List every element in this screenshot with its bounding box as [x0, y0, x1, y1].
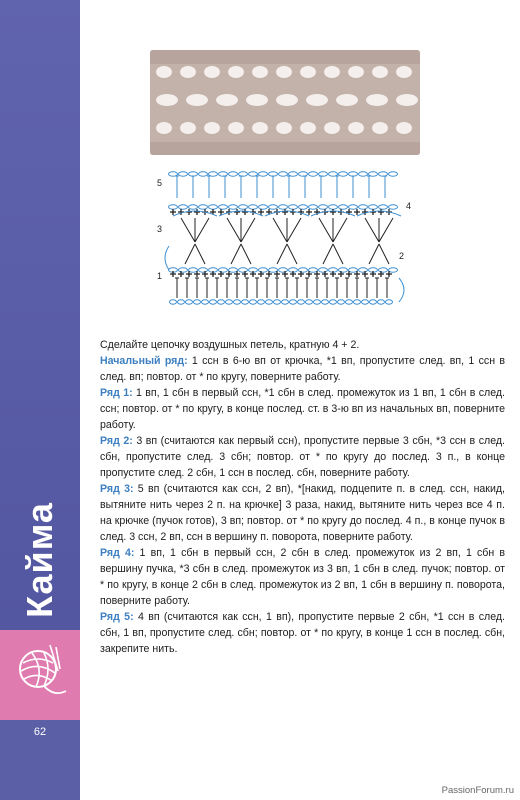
- row-label: Ряд 4:: [100, 547, 135, 559]
- crochet-chart: [155, 162, 415, 312]
- watermark: PassionForum.ru: [441, 785, 514, 796]
- double-crochet: [235, 278, 239, 298]
- chain-stitch: [178, 300, 185, 304]
- chain-stitch: [258, 300, 265, 304]
- chain-stitch: [339, 172, 348, 176]
- single-crochet: [306, 209, 312, 215]
- fan-stitch: [369, 244, 389, 264]
- sidebar: [0, 0, 80, 800]
- swatch-hole: [180, 122, 196, 134]
- swatch-hole: [300, 122, 316, 134]
- chain-stitch: [202, 300, 209, 304]
- chain-stitch: [194, 300, 201, 304]
- swatch-hole: [396, 66, 412, 78]
- chain-stitch: [389, 268, 398, 272]
- chain-stitch: [229, 205, 238, 209]
- instruction-row: [100, 609, 505, 657]
- chain-stitch: [169, 205, 178, 209]
- intro-text: Сделайте цепочку воздушных петель, кратную 4 + 2.: [100, 339, 360, 351]
- swatch-hole: [396, 122, 412, 134]
- double-crochet: [223, 176, 227, 198]
- row-number-1: 1: [157, 271, 163, 281]
- row-number-4: 4: [406, 201, 412, 211]
- chain-stitch: [339, 205, 348, 209]
- chain-stitch: [210, 300, 217, 304]
- single-crochet: [378, 209, 384, 215]
- chain-stitch: [259, 172, 268, 176]
- chain-stitch: [274, 300, 281, 304]
- row-text: 3 вп (считаются как первый ссн), пропустите первые 3 сбн, *3 ссн в след. сбн, пропустите след. 3 сбн; повтор. от * по кругу до послед. 3 п., в конце пропустите след. 2 сбн, 1 ссн в послед. сбн, поверните работу.: [100, 435, 505, 479]
- chain-stitch: [322, 300, 329, 304]
- chain-stitch: [359, 205, 368, 209]
- double-crochet: [255, 176, 259, 198]
- row-text: 1 вп, 1 сбн в первый ссн, 2 сбн в след. промежуток из 2 вп, 1 сбн в вершину пучка, *3 сбн в след. промежуток из 3 вп, 1 сбн в след. пучок; повтор. от * по кругу, в конце 2 сбн в след. промежуток из 2 вп, 1 сбн в вершину п. поворота, поверните работу.: [100, 547, 505, 607]
- chain-stitch: [209, 205, 218, 209]
- turning-chain: [399, 278, 404, 302]
- double-crochet: [175, 278, 179, 298]
- row-label: Ряд 3:: [100, 483, 134, 495]
- swatch-hole: [336, 94, 358, 106]
- swatch-hole: [372, 122, 388, 134]
- swatch-hole: [156, 122, 172, 134]
- swatch-hole: [300, 66, 316, 78]
- swatch-hole: [204, 66, 220, 78]
- chain-stitch: [309, 205, 318, 209]
- swatch-hole: [252, 122, 268, 134]
- double-crochet: [303, 176, 307, 198]
- row-number-2: 2: [399, 251, 405, 261]
- chain-stitch: [298, 300, 305, 304]
- double-crochet: [287, 176, 291, 198]
- cluster: [365, 218, 393, 242]
- double-crochet: [185, 278, 189, 298]
- single-crochet: [330, 209, 336, 215]
- chain-stitch: [218, 300, 225, 304]
- swatch-hole: [216, 94, 238, 106]
- single-crochet: [170, 209, 176, 215]
- yarn-ball-icon: [14, 645, 68, 705]
- chain-stitch: [338, 300, 345, 304]
- chain-stitch: [349, 268, 358, 272]
- double-crochet: [367, 176, 371, 198]
- double-crochet: [239, 176, 243, 198]
- single-crochet: [234, 209, 240, 215]
- chain-stitch: [379, 205, 388, 209]
- chain-stitch: [379, 268, 388, 272]
- double-crochet: [225, 278, 229, 298]
- chain-stitch: [259, 205, 268, 209]
- chain-stitch: [386, 300, 393, 304]
- chain-stitch: [259, 268, 268, 272]
- chain-stitch: [339, 268, 348, 272]
- double-crochet: [245, 278, 249, 298]
- chain-stitch: [266, 300, 273, 304]
- double-crochet: [285, 278, 289, 298]
- chain-stitch: [389, 172, 398, 176]
- row-number-5: 5: [157, 178, 163, 188]
- chain-stitch: [226, 300, 233, 304]
- chain-stitch: [239, 205, 248, 209]
- chain-stitch: [289, 205, 298, 209]
- row-number-3: 3: [157, 224, 163, 234]
- chain-stitch: [330, 300, 337, 304]
- chain-stitch: [249, 205, 258, 209]
- double-crochet: [345, 278, 349, 298]
- chain-stitch: [279, 172, 288, 176]
- double-crochet: [305, 278, 309, 298]
- swatch-hole: [252, 66, 268, 78]
- chain-stitch: [189, 205, 198, 209]
- swatch-hole: [228, 122, 244, 134]
- double-crochet: [385, 278, 389, 298]
- chain-stitch: [189, 268, 198, 272]
- chain-stitch: [282, 300, 289, 304]
- swatch-hole: [372, 66, 388, 78]
- row-label: Ряд 5:: [100, 611, 134, 623]
- chain-stitch: [219, 205, 228, 209]
- chain-stitch: [179, 268, 188, 272]
- swatch-hole: [276, 66, 292, 78]
- swatch-hole: [324, 122, 340, 134]
- row-label: Ряд 2:: [100, 435, 133, 447]
- double-crochet: [205, 278, 209, 298]
- swatch-hole: [396, 94, 418, 106]
- fan-stitch: [185, 244, 205, 264]
- chain-stitch: [250, 300, 257, 304]
- cluster: [273, 218, 301, 242]
- double-crochet: [335, 278, 339, 298]
- chain-stitch: [314, 300, 321, 304]
- chain-stitch: [199, 172, 208, 176]
- double-crochet: [295, 278, 299, 298]
- single-crochet: [242, 209, 248, 215]
- instruction-row: [100, 385, 505, 433]
- chain-stitch: [242, 300, 249, 304]
- instruction-row: [100, 433, 505, 481]
- chain-stitch: [239, 268, 248, 272]
- swatch-hole: [186, 94, 208, 106]
- fan-stitch: [323, 244, 343, 264]
- crochet-swatch-photo: [150, 50, 420, 155]
- chart-symbols: [165, 172, 404, 304]
- chain-stitch: [299, 268, 308, 272]
- instruction-row: [100, 353, 505, 385]
- fan-stitch: [277, 244, 297, 264]
- chain-stitch: [389, 205, 398, 209]
- chain-stitch: [370, 300, 377, 304]
- chain-stitch: [279, 268, 288, 272]
- chain-stitch: [359, 268, 368, 272]
- chain-stitch: [199, 205, 208, 209]
- sidebar-title: [4, 500, 76, 620]
- row-label: Начальный ряд:: [100, 355, 188, 367]
- double-crochet: [275, 278, 279, 298]
- single-crochet: [354, 209, 360, 215]
- chain-stitch: [319, 268, 328, 272]
- double-crochet: [375, 278, 379, 298]
- chain-stitch: [229, 172, 238, 176]
- double-crochet: [335, 176, 339, 198]
- chain-stitch: [179, 172, 188, 176]
- double-crochet: [255, 278, 259, 298]
- swatch-hole: [228, 66, 244, 78]
- double-crochet: [315, 278, 319, 298]
- chain-stitch: [309, 268, 318, 272]
- turning-chain: [165, 246, 169, 270]
- swatch-hole: [204, 122, 220, 134]
- swatch-hole: [324, 66, 340, 78]
- chain-stitch: [309, 172, 318, 176]
- swatch-hole: [276, 122, 292, 134]
- swatch-hole: [180, 66, 196, 78]
- chain-arc: [219, 211, 263, 216]
- chain-stitch: [179, 205, 188, 209]
- swatch-hole: [246, 94, 268, 106]
- chain-stitch: [378, 300, 385, 304]
- swatch-hole: [348, 122, 364, 134]
- chain-stitch: [299, 205, 308, 209]
- chain-stitch: [279, 205, 288, 209]
- chain-stitch: [362, 300, 369, 304]
- chain-stitch: [234, 300, 241, 304]
- swatch-texture: [150, 50, 420, 155]
- double-crochet: [215, 278, 219, 298]
- chain-stitch: [306, 300, 313, 304]
- double-crochet: [195, 278, 199, 298]
- fan-stitch: [231, 244, 251, 264]
- cluster: [319, 218, 347, 242]
- row-text: 1 ссн в 6-ю вп от крючка, *1 вп, пропустите след. вп, 1 ссн в след. вп; повтор. от * по кругу, поверните работу.: [100, 355, 506, 383]
- swatch-hole: [156, 94, 178, 106]
- row-text: 4 вп (считаются как ссн, 1 вп), пропустите первые 2 сбн, *1 ссн в след. сбн, 1 вп, пропустите след. сбн; повтор. от * по кругу, в конце 1 ссн в послед. сбн, закрепите нить.: [100, 611, 505, 655]
- swatch-hole: [366, 94, 388, 106]
- chain-stitch: [329, 205, 338, 209]
- double-crochet: [265, 278, 269, 298]
- single-crochet: [194, 209, 200, 215]
- row-text: 1 вп, 1 сбн в первый ссн, *1 сбн в след. промежуток из 1 вп, 1 сбн в след. ссн; повтор. от * по кругу, в конце послед. ст. в 3-ю вп из начальных вп, поверните работу.: [100, 387, 505, 431]
- double-crochet: [365, 278, 369, 298]
- instruction-row: [100, 481, 505, 545]
- double-crochet: [175, 176, 179, 198]
- double-crochet: [325, 278, 329, 298]
- double-crochet: [319, 176, 323, 198]
- chain-stitch: [269, 205, 278, 209]
- swatch-hole: [276, 94, 298, 106]
- cluster: [227, 218, 255, 242]
- row-label: Ряд 1:: [100, 387, 133, 399]
- double-crochet: [383, 176, 387, 198]
- page-number: 62: [33, 726, 47, 738]
- instruction-row: [100, 545, 505, 609]
- chain-stitch: [290, 300, 297, 304]
- double-crochet: [207, 176, 211, 198]
- double-crochet: [355, 278, 359, 298]
- swatch-hole: [306, 94, 328, 106]
- swatch-hole: [156, 66, 172, 78]
- chain-stitch: [186, 300, 193, 304]
- chain-stitch: [354, 300, 361, 304]
- section-title: Кайма: [19, 502, 60, 618]
- chain-stitch: [199, 268, 208, 272]
- double-crochet: [271, 176, 275, 198]
- single-crochet: [282, 209, 288, 215]
- row-text: 5 вп (считаются как ссн, 2 вп), *[накид, подцепите п. в след. ссн, накид, вытяните нить через 2 п. на крючке] 3 раза, накид, вытяните нить через все 4 п. на крючке (пучок готов), 3 вп; повтор. от * по кругу до послед. 4 п., в конце пучок в след. 3 ссн, 2 вп, ссн в вершину п. поворота, поверните работу.: [100, 483, 505, 543]
- swatch-hole: [348, 66, 364, 78]
- chain-stitch: [349, 205, 358, 209]
- cluster: [181, 218, 209, 242]
- double-crochet: [351, 176, 355, 198]
- chain-stitch: [170, 300, 177, 304]
- chain-stitch: [319, 205, 328, 209]
- chain-stitch: [219, 268, 228, 272]
- chain-stitch: [346, 300, 353, 304]
- chain-stitch: [359, 172, 368, 176]
- double-crochet: [191, 176, 195, 198]
- instructions: [100, 337, 505, 657]
- chain-stitch: [269, 268, 278, 272]
- chain-stitch: [229, 268, 238, 272]
- chain-stitch: [369, 205, 378, 209]
